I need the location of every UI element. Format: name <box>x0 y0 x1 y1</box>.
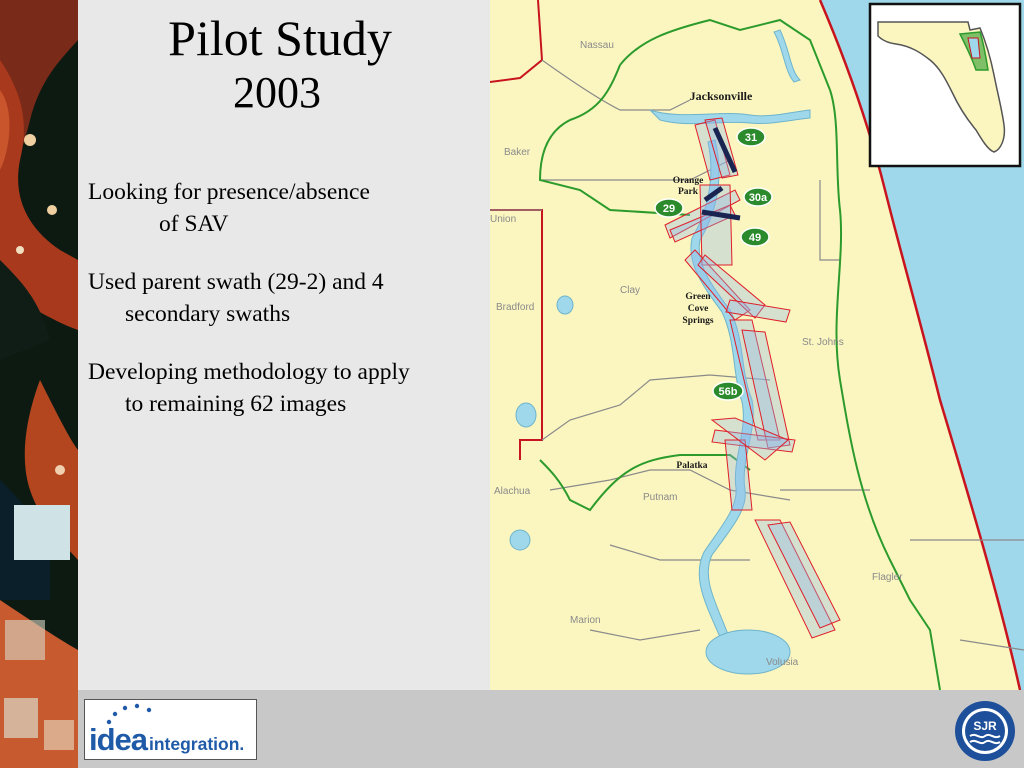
swath-badge-label: 31 <box>744 132 758 144</box>
slide-footer <box>0 690 1024 768</box>
county-label: Union <box>490 214 517 225</box>
county-label: Flagler <box>872 572 903 583</box>
satellite-image-strip-footer <box>0 690 78 768</box>
slide-text-panel <box>78 0 490 690</box>
slide-title: Pilot Study <box>168 10 392 66</box>
city-label: Green <box>685 292 711 302</box>
city-label: Jacksonville <box>689 89 753 103</box>
seal-text: SJR <box>973 719 997 733</box>
florida-inset-map <box>870 4 1020 166</box>
bullet-item <box>88 266 488 330</box>
county-label: Putnam <box>643 492 678 503</box>
city-label: Cove <box>687 304 709 314</box>
bullet-text: Looking for presence/absence <box>88 179 370 205</box>
logo-text-idea: idea <box>89 722 148 757</box>
city-label: Orange <box>672 176 704 186</box>
swath-badge-label: 29 <box>662 203 676 215</box>
city-label: Palatka <box>676 461 708 471</box>
bullet-list <box>88 176 488 446</box>
sjr-district-seal <box>954 700 1016 762</box>
county-label: Bradford <box>496 302 535 313</box>
bullet-text: secondary swaths <box>125 301 291 327</box>
swath-badge-label: 49 <box>748 232 762 244</box>
satellite-image-strip <box>0 0 78 690</box>
county-label: St. Johns <box>802 337 844 348</box>
city-label: Springs <box>682 316 714 326</box>
county-label: Nassau <box>580 40 614 51</box>
county-label: Baker <box>504 147 531 158</box>
county-label: Clay <box>620 285 641 296</box>
bullet-text: to remaining 62 images <box>125 391 347 417</box>
county-label: Volusia <box>766 657 799 668</box>
bullet-item <box>88 176 488 240</box>
study-area-map <box>490 0 1024 690</box>
bullet-item <box>88 356 488 420</box>
bullet-text: of SAV <box>159 211 229 237</box>
idea-integration-logo <box>84 699 257 760</box>
swath-badge-label: 56b <box>718 386 738 398</box>
slide-subtitle: 2003 <box>233 68 321 117</box>
county-label: Alachua <box>494 486 531 497</box>
city-label: Park <box>677 187 699 197</box>
bullet-text: Developing methodology to apply <box>88 359 410 385</box>
swath-badge-label: 30a <box>748 192 768 204</box>
bullet-text: Used parent swath (29-2) and 4 <box>88 269 384 295</box>
logo-text-integration: integration. <box>149 734 245 754</box>
state-border <box>490 0 542 82</box>
county-label: Marion <box>570 615 601 626</box>
